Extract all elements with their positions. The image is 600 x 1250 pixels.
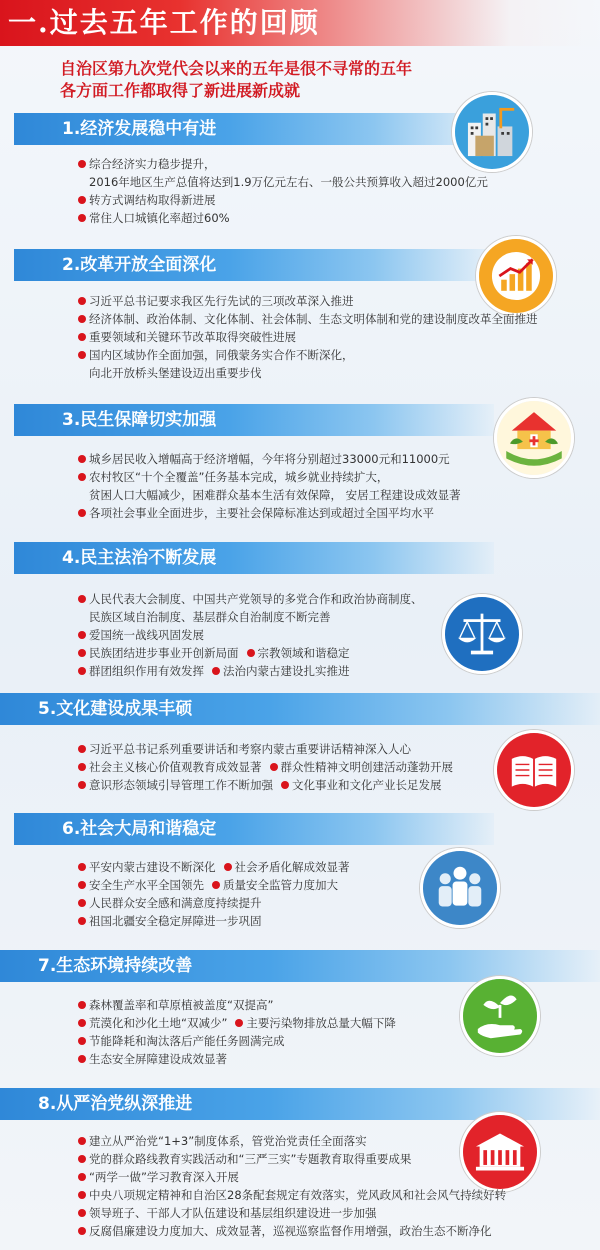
list-item: 爱国统一战线巩固发展 bbox=[78, 626, 423, 644]
list-item: 人民群众安全感和满意度持续提升 bbox=[78, 894, 358, 912]
bullet-dot bbox=[78, 351, 86, 359]
list-item-pair: 荒漠化和沙化土地“双减少” 主要污染物排放总量大幅下降 bbox=[78, 1014, 404, 1032]
bullet-dot bbox=[78, 1019, 86, 1027]
section-1-title: 1.经济发展稳中有进 bbox=[62, 119, 217, 139]
page-title: 一.过去五年工作的回顾 bbox=[8, 6, 320, 39]
section-8-list bbox=[78, 1132, 506, 1240]
bullet-dot bbox=[78, 745, 86, 753]
list-item-pair: 社会主义核心价值观教育成效显著 群众性精神文明创建活动蓬勃开展 bbox=[78, 758, 461, 776]
bullet-dot bbox=[78, 315, 86, 323]
section-3-header bbox=[14, 404, 494, 436]
section-5-title: 5.文化建设成果丰硕 bbox=[38, 699, 193, 719]
list-item: 中央八项规定精神和自治区28条配套规定有效落实，党风政风和社会风气持续好转 bbox=[78, 1186, 506, 1204]
bullet-dot bbox=[78, 473, 86, 481]
bullet-dot bbox=[78, 1191, 86, 1199]
section-2-list bbox=[78, 292, 538, 382]
list-item: 综合经济实力稳步提升， bbox=[78, 155, 488, 173]
list-item: 党的群众路线教育实践活动和“三严三实”专题教育取得重要成果 bbox=[78, 1150, 506, 1168]
list-item-pair: 安全生产水平全国领先 质量安全监管力度加大 bbox=[78, 876, 358, 894]
list-item: 建立从严治党“1+3”制度体系，管党治党责任全面落实 bbox=[78, 1132, 506, 1150]
bullet-dot bbox=[78, 1173, 86, 1181]
bullet-dot bbox=[78, 863, 86, 871]
bullet-dot bbox=[78, 881, 86, 889]
hand-sprout-icon bbox=[460, 976, 540, 1056]
bullet-dot bbox=[270, 763, 278, 771]
bullet-dot bbox=[235, 1019, 243, 1027]
bullet-dot bbox=[78, 160, 86, 168]
list-item: 反腐倡廉建设力度加大、成效显著，巡视巡察监督作用增强，政治生态不断净化 bbox=[78, 1222, 506, 1240]
bullet-dot bbox=[78, 1055, 86, 1063]
bullet-dot bbox=[78, 1209, 86, 1217]
section-4-list bbox=[78, 590, 423, 680]
list-item: 节能降耗和淘汰落后产能任务圆满完成 bbox=[78, 1032, 404, 1050]
bullet-dot bbox=[212, 667, 220, 675]
bullet-dot bbox=[78, 196, 86, 204]
bullet-dot bbox=[212, 881, 220, 889]
intro-text bbox=[60, 58, 490, 102]
bullet-dot bbox=[78, 667, 86, 675]
section-4-title: 4.民主法治不断发展 bbox=[62, 548, 217, 568]
section-7-title: 7.生态环境持续改善 bbox=[38, 956, 193, 976]
bullet-dot bbox=[78, 297, 86, 305]
bullet-dot bbox=[224, 863, 232, 871]
bullet-dot bbox=[78, 1037, 86, 1045]
section-4-header bbox=[14, 542, 494, 574]
bullet-dot bbox=[281, 781, 289, 789]
list-item: 国内区域协作全面加强，同俄蒙务实合作不断深化， bbox=[78, 346, 538, 364]
list-item-continuation: 2016年地区生产总值将达到1.9万亿元左右、一般公共预算收入超过2000亿元 bbox=[89, 175, 488, 189]
section-3-title: 3.民生保障切实加强 bbox=[62, 410, 217, 430]
section-6-list bbox=[78, 858, 358, 930]
bullet-dot bbox=[78, 1227, 86, 1235]
home-care-icon bbox=[494, 398, 574, 478]
list-item: 祖国北疆安全稳定屏障进一步巩固 bbox=[78, 912, 358, 930]
bullet-dot bbox=[78, 455, 86, 463]
bullet-dot bbox=[78, 214, 86, 222]
title-banner bbox=[0, 0, 600, 46]
section-6-title: 6.社会大局和谐稳定 bbox=[62, 819, 217, 839]
bullet-dot bbox=[78, 1155, 86, 1163]
bullet-dot bbox=[78, 1137, 86, 1145]
list-item-continuation: 民族区域自治制度、基层群众自治制度不断完善 bbox=[89, 610, 331, 624]
list-item: 人民代表大会制度、中国共产党领导的多党合作和政治协商制度、 bbox=[78, 590, 423, 608]
section-1-list bbox=[78, 155, 488, 227]
bullet-dot bbox=[78, 509, 86, 517]
section-7-list bbox=[78, 996, 404, 1068]
bullet-dot bbox=[78, 917, 86, 925]
list-item-continuation: 贫困人口大幅减少，困难群众基本生活有效保障， 安居工程建设成效显著 bbox=[89, 488, 461, 502]
list-item-pair: 群团组织作用有效发挥 法治内蒙古建设扎实推进 bbox=[78, 662, 423, 680]
list-item: “两学一做”学习教育深入开展 bbox=[78, 1168, 506, 1186]
list-item: 经济体制、政治体制、文化体制、社会体制、生态文明体制和党的建设制度改革全面推进 bbox=[78, 310, 538, 328]
list-item: 生态安全屏障建设成效显著 bbox=[78, 1050, 404, 1068]
intro-line-1: 自治区第九次党代会以来的五年是很不寻常的五年 bbox=[60, 59, 413, 78]
list-item: 领导班子、干部人才队伍建设和基层组织建设进一步加强 bbox=[78, 1204, 506, 1222]
list-item: 森林覆盖率和草原植被盖度“双提高” bbox=[78, 996, 404, 1014]
section-1-header bbox=[14, 113, 494, 145]
bullet-dot bbox=[78, 763, 86, 771]
people-group-icon bbox=[420, 848, 500, 928]
section-2-header bbox=[14, 249, 494, 281]
bullet-dot bbox=[78, 595, 86, 603]
list-item: 习近平总书记要求我区先行先试的三项改革深入推进 bbox=[78, 292, 538, 310]
list-item-pair: 平安内蒙古建设不断深化 社会矛盾化解成效显著 bbox=[78, 858, 358, 876]
list-item: 常住人口城镇化率超过60% bbox=[78, 209, 488, 227]
section-3-list bbox=[78, 450, 461, 522]
list-item: 转方式调结构取得新进展 bbox=[78, 191, 488, 209]
intro-line-2: 各方面工作都取得了新进展新成就 bbox=[60, 81, 301, 100]
justice-scale-icon bbox=[442, 594, 522, 674]
section-5-list bbox=[78, 740, 461, 794]
section-2-title: 2.改革开放全面深化 bbox=[62, 255, 217, 275]
bullet-dot bbox=[247, 649, 255, 657]
list-item: 习近平总书记系列重要讲话和考察内蒙古重要讲话精神深入人心 bbox=[78, 740, 461, 758]
open-book-icon bbox=[494, 730, 574, 810]
bullet-dot bbox=[78, 781, 86, 789]
list-item: 城乡居民收入增幅高于经济增幅，今年将分别超过33000元和11000元 bbox=[78, 450, 461, 468]
section-6-header bbox=[14, 813, 494, 845]
list-item: 各项社会事业全面进步，主要社会保障标准达到或超过全国平均水平 bbox=[78, 504, 461, 522]
list-item-continuation: 向北开放桥头堡建设迈出重要步伐 bbox=[89, 366, 262, 380]
section-8-title: 8.从严治党纵深推进 bbox=[38, 1094, 193, 1114]
list-item-pair: 意识形态领域引导管理工作不断加强 文化事业和文化产业长足发展 bbox=[78, 776, 461, 794]
bullet-dot bbox=[78, 899, 86, 907]
list-item: 重要领域和关键环节改革取得突破性进展 bbox=[78, 328, 538, 346]
list-item: 农村牧区“十个全覆盖”任务基本完成，城乡就业持续扩大， bbox=[78, 468, 461, 486]
bullet-dot bbox=[78, 631, 86, 639]
section-5-header bbox=[0, 693, 600, 725]
bullet-dot bbox=[78, 333, 86, 341]
bullet-dot bbox=[78, 649, 86, 657]
list-item-pair: 民族团结进步事业开创新局面 宗教领域和谐稳定 bbox=[78, 644, 423, 662]
bullet-dot bbox=[78, 1001, 86, 1009]
